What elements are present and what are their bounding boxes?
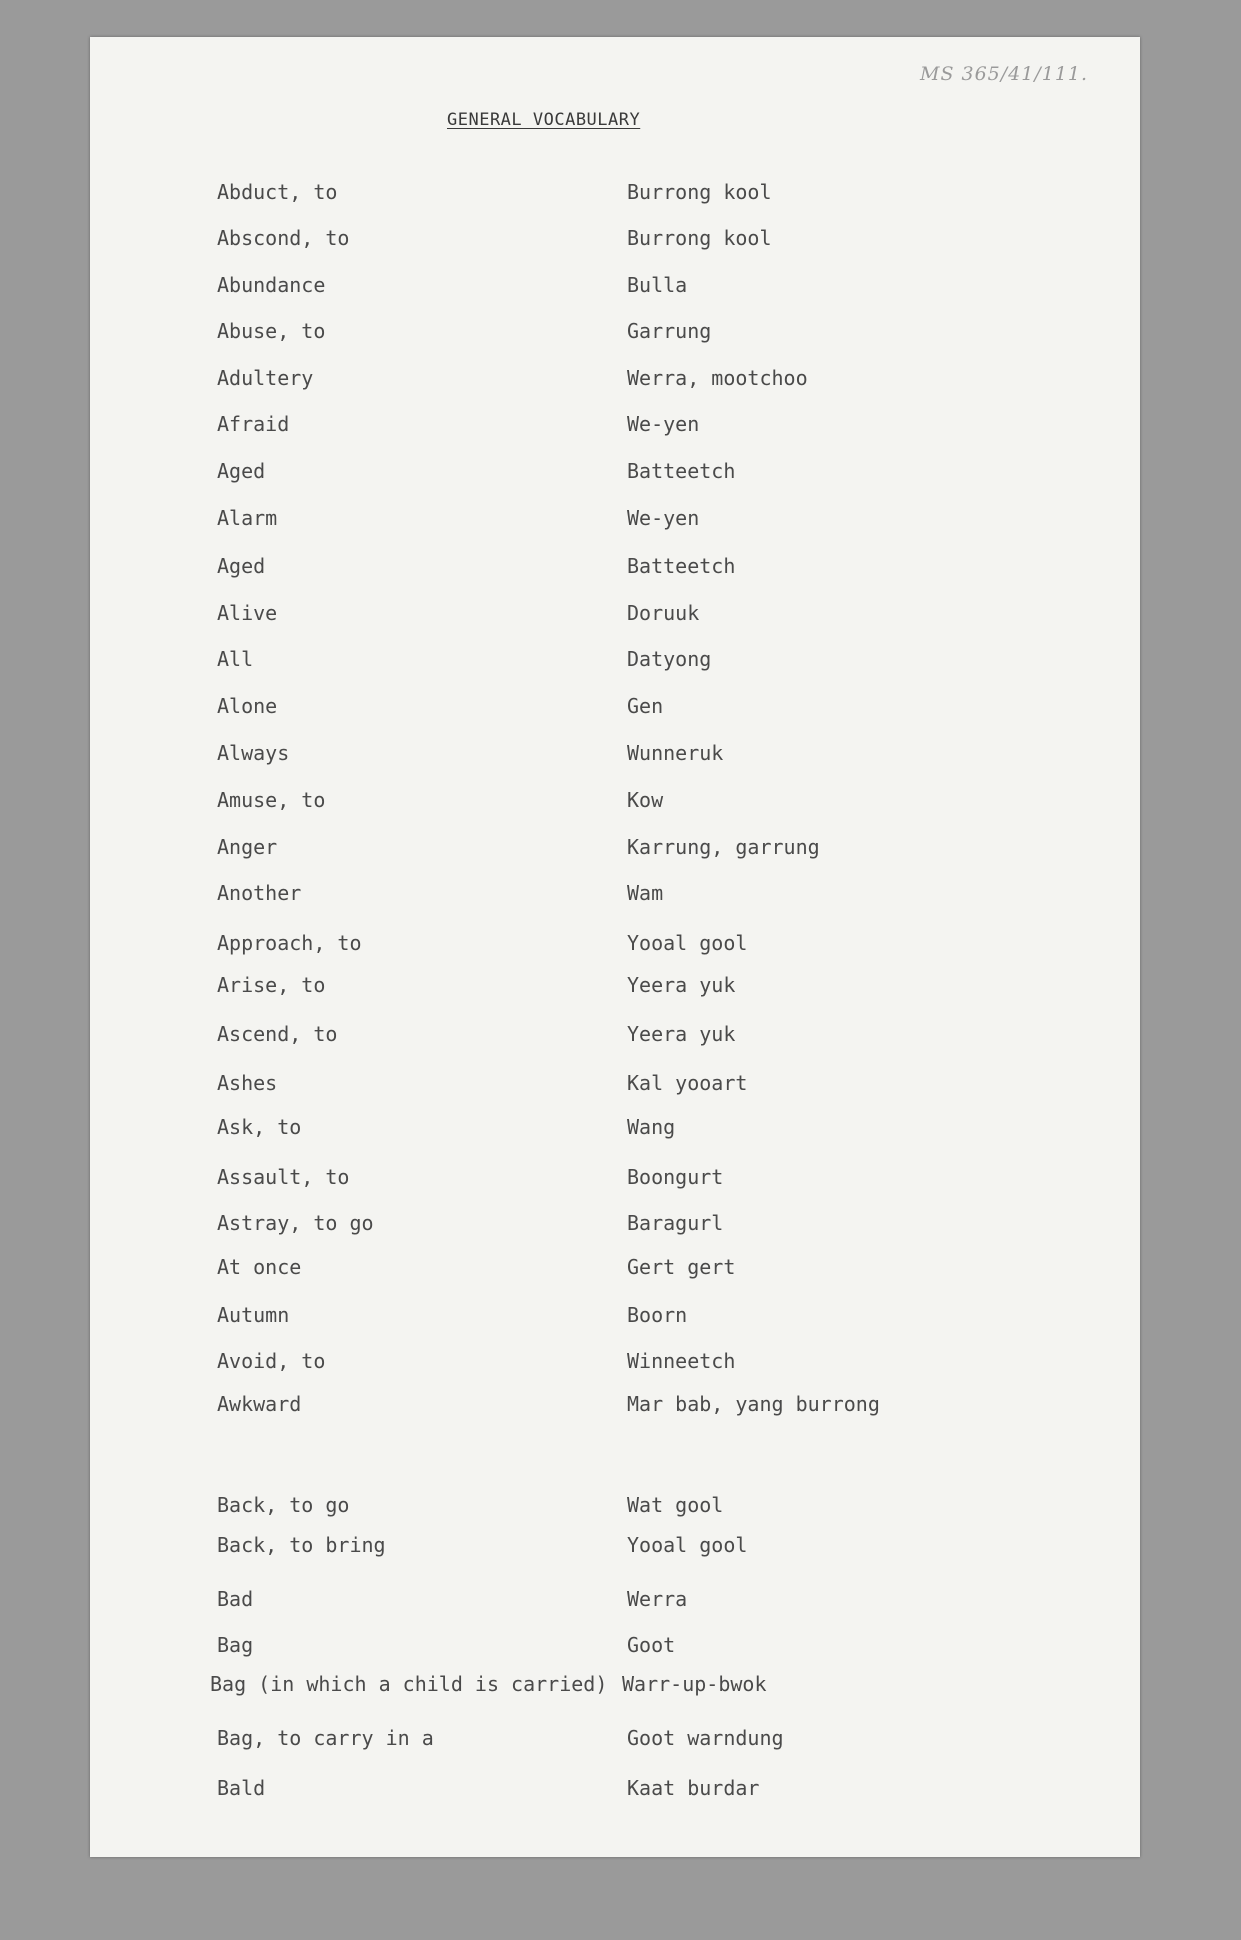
entry-translation: We-yen xyxy=(627,506,700,530)
entry-translation: Batteetch xyxy=(627,554,736,578)
page-title: GENERAL VOCABULARY xyxy=(447,110,641,130)
entry-term: Abduct, to xyxy=(217,180,338,204)
vocab-entry xyxy=(90,318,1140,344)
vocab-entry xyxy=(90,411,1140,437)
entry-term: Another xyxy=(217,881,302,905)
entry-translation: Wat gool xyxy=(627,1493,724,1517)
entry-term: Abscond, to xyxy=(217,226,350,250)
vocab-entry xyxy=(90,787,1140,813)
entry-term: Aged xyxy=(217,459,266,483)
entry-term: Assault, to xyxy=(217,1165,350,1189)
entry-translation: Doruuk xyxy=(627,601,700,625)
vocab-entry xyxy=(90,365,1140,391)
vocab-entry xyxy=(90,1164,1140,1190)
vocab-entry xyxy=(90,740,1140,766)
vocab-entry xyxy=(90,505,1140,531)
vocab-entry xyxy=(90,1532,1140,1558)
entry-translation: Yooal gool xyxy=(627,931,748,955)
entry-translation: Baragurl xyxy=(627,1211,724,1235)
entry-translation: Burrong kool xyxy=(627,180,772,204)
vocab-entry xyxy=(90,646,1140,672)
vocab-entry xyxy=(90,179,1140,205)
vocab-entry xyxy=(90,1632,1140,1658)
entry-translation: Winneetch xyxy=(627,1349,736,1373)
entry-term: Aged xyxy=(217,554,266,578)
vocab-entry xyxy=(90,1210,1140,1236)
entry-translation: Batteetch xyxy=(627,459,736,483)
vocab-entry xyxy=(90,1070,1140,1096)
vocab-entry xyxy=(90,553,1140,579)
entry-translation: Warr-up-bwok xyxy=(622,1672,767,1696)
entry-translation: Wunneruk xyxy=(627,741,724,765)
vocab-entry xyxy=(90,1348,1140,1374)
vocab-entry xyxy=(90,1586,1140,1612)
entry-term: Arise, to xyxy=(217,973,326,997)
vocab-entry xyxy=(90,930,1140,956)
vocab-entry xyxy=(90,1114,1140,1140)
entry-term: Alarm xyxy=(217,506,278,530)
vocab-entry xyxy=(90,1302,1140,1328)
entry-translation: Karrung, garrung xyxy=(627,835,820,859)
vocab-entry xyxy=(90,1725,1140,1751)
entry-translation: Boorn xyxy=(627,1303,688,1327)
entry-term: Abundance xyxy=(217,273,326,297)
entry-term: Anger xyxy=(217,835,278,859)
entry-translation: Werra xyxy=(627,1587,688,1611)
entry-term: Bag xyxy=(217,1633,254,1657)
entry-term: Ashes xyxy=(217,1071,278,1095)
entry-term: Bad xyxy=(217,1587,254,1611)
entry-translation: Yeera yuk xyxy=(627,1022,736,1046)
entry-translation: Goot xyxy=(627,1633,676,1657)
vocab-entry xyxy=(90,880,1140,906)
vocab-entry xyxy=(90,458,1140,484)
entry-translation: Gen xyxy=(627,694,664,718)
entry-translation: Garrung xyxy=(627,319,712,343)
vocab-entry xyxy=(90,834,1140,860)
entry-translation: Gert gert xyxy=(627,1255,736,1279)
entry-translation: We-yen xyxy=(627,412,700,436)
entry-translation: Boongurt xyxy=(627,1165,724,1189)
entry-translation: Wang xyxy=(627,1115,676,1139)
entry-translation: Kaat burdar xyxy=(627,1776,760,1800)
entry-term: Alone xyxy=(217,694,278,718)
entry-term: Bald xyxy=(217,1776,266,1800)
vocab-entry xyxy=(90,1492,1140,1518)
entry-term: Bag, to carry in a xyxy=(217,1726,434,1750)
entry-translation: Wam xyxy=(627,881,664,905)
entry-term: Amuse, to xyxy=(217,788,326,812)
archive-reference: MS 365/41/111. xyxy=(920,63,1089,85)
entry-translation: Kal yooart xyxy=(627,1071,748,1095)
entry-translation: Yeera yuk xyxy=(627,973,736,997)
entry-term: Astray, to go xyxy=(217,1211,374,1235)
entry-term: Back, to bring xyxy=(217,1533,386,1557)
vocab-entry xyxy=(90,1775,1140,1801)
vocab-entry xyxy=(90,600,1140,626)
entry-translation: Kow xyxy=(627,788,664,812)
entry-term: All xyxy=(217,647,254,671)
vocab-entry xyxy=(90,1391,1140,1417)
document-page xyxy=(90,37,1140,1857)
entry-term: Approach, to xyxy=(217,931,362,955)
vocab-entry xyxy=(90,272,1140,298)
vocab-entry xyxy=(90,1254,1140,1280)
entry-term: Ask, to xyxy=(217,1115,302,1139)
entry-term: Abuse, to xyxy=(217,319,326,343)
entry-term: Afraid xyxy=(217,412,290,436)
entry-term: Ascend, to xyxy=(217,1022,338,1046)
entry-term: Adultery xyxy=(217,366,314,390)
entry-translation: Goot warndung xyxy=(627,1726,784,1750)
entry-term: Alive xyxy=(217,601,278,625)
vocab-entry xyxy=(90,693,1140,719)
entry-translation: Werra, mootchoo xyxy=(627,366,808,390)
entry-translation: Datyong xyxy=(627,647,712,671)
entry-translation: Yooal gool xyxy=(627,1533,748,1557)
entry-term: Bag (in which a child is carried) xyxy=(210,1672,608,1696)
entry-term: Awkward xyxy=(217,1392,302,1416)
entry-translation: Burrong kool xyxy=(627,226,772,250)
vocab-entry xyxy=(90,1671,1140,1697)
entry-translation: Bulla xyxy=(627,273,688,297)
entry-term: Avoid, to xyxy=(217,1349,326,1373)
entry-translation: Mar bab, yang burrong xyxy=(627,1392,880,1416)
vocab-entry xyxy=(90,972,1140,998)
vocab-entry xyxy=(90,1021,1140,1047)
entry-term: Autumn xyxy=(217,1303,290,1327)
entry-term: Always xyxy=(217,741,290,765)
entry-term: Back, to go xyxy=(217,1493,350,1517)
entry-term: At once xyxy=(217,1255,302,1279)
vocab-entry xyxy=(90,225,1140,251)
